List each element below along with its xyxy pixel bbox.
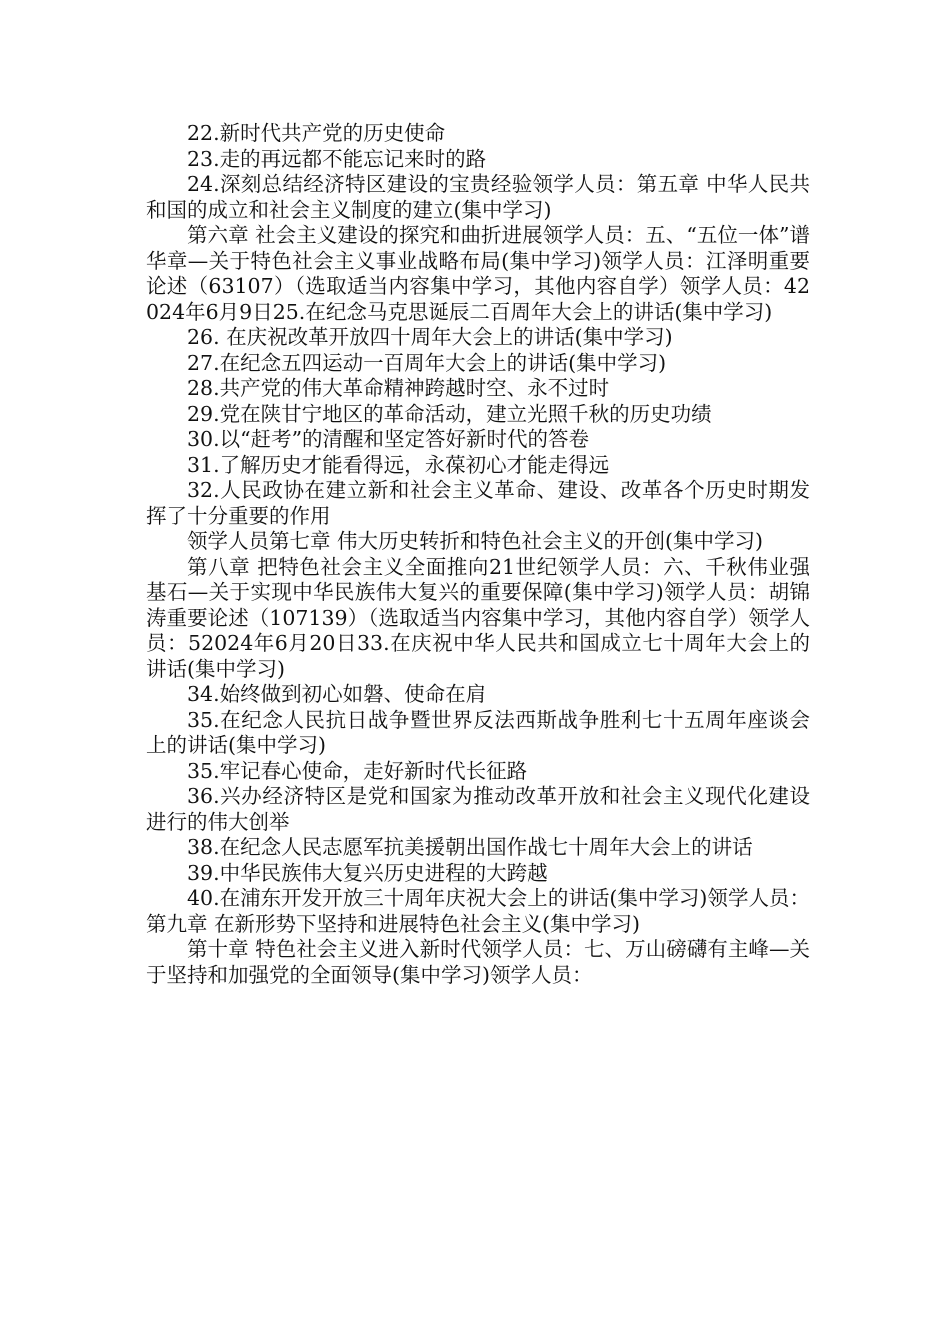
paragraph-38: 38.在纪念人民志愿军抗美援朝出国作战七十周年大会上的讲话 — [187, 835, 753, 859]
paragraph-chapter-10: 第十章 特色社会主义进入新时代领学人员：七、万山磅礴有主峰—关于坚持和加强党的全面领导(集中学习)领学人员： — [146, 937, 810, 987]
paragraph-35b: 35.牢记春心使命，走好新时代长征路 — [187, 758, 528, 783]
paragraph-39: 39.中华民族伟大复兴历史进程的大跨越 — [187, 860, 548, 885]
paragraph-26: 26. 在庆祝改革开放四十周年大会上的讲话(集中学习) — [187, 325, 673, 349]
paragraph-chapter-7: 领学人员第七章 伟大历史转折和特色社会主义的开创(集中学习) — [187, 529, 764, 553]
paragraph-24: 24.深刻总结经济特区建设的宝贵经验领学人员：第五章 中华人民共和国的成立和社会主义制度的建立(集中学习) — [146, 172, 810, 222]
document-body — [146, 121, 810, 988]
paragraph-chapter-8: 第八章 把特色社会主义全面推向21世纪领学人员：六、千秋伟业强基石—关于实现中华民族伟大复兴的重要保障(集中学习)领学人员：胡锦涛重要论述（107139）（选取适当内容集中学习，其他内容自学）领学人员：52024年6月20日33.在庆祝中华人民共和国成立七十周年大会上的讲话(集中学习) — [146, 554, 810, 681]
paragraph-29: 29.党在陕甘宁地区的革命活动，建立光照千秋的历史功绩 — [187, 401, 712, 426]
paragraph-28: 28.共产党的伟大革命精神跨越时空、永不过时 — [187, 376, 610, 400]
paragraph-34: 34.始终做到初心如磐、使命在肩 — [187, 682, 487, 706]
paragraph-chapter-6: 第六章 社会主义建设的探究和曲折进展领学人员：五、“五位一体”谱华章—关于特色社会主义事业战略布局(集中学习)领学人员：江泽明重要论述（63107）（选取适当内容集中学习，其他内容自学）领学人员：42024年6月9日25.在纪念马克思诞辰二百周年大会上的讲话(集中学习) — [146, 223, 810, 324]
paragraph-31: 31.了解历史才能看得远，永葆初心才能走得远 — [187, 452, 610, 477]
paragraph-23: 23.走的再远都不能忘记来时的路 — [187, 146, 487, 171]
paragraph-27: 27.在纪念五四运动一百周年大会上的讲话(集中学习) — [187, 350, 667, 375]
paragraph-40: 40.在浦东开发开放三十周年庆祝大会上的讲话(集中学习)领学人员：第九章 在新形势下坚持和进展特色社会主义(集中学习) — [146, 886, 810, 936]
paragraph-30: 30.以“赶考”的清醒和坚定答好新时代的答卷 — [187, 427, 590, 451]
paragraph-35a: 35.在纪念人民抗日战争暨世界反法西斯战争胜利七十五周年座谈会上的讲话(集中学习) — [146, 707, 810, 757]
paragraph-22: 22.新时代共产党的历史使命 — [187, 121, 446, 145]
paragraph-32: 32.人民政协在建立新和社会主义革命、建设、改革各个历史时期发挥了十分重要的作用 — [146, 478, 810, 528]
paragraph-36: 36.兴办经济特区是党和国家为推动改革开放和社会主义现代化建设进行的伟大创举 — [146, 784, 810, 834]
